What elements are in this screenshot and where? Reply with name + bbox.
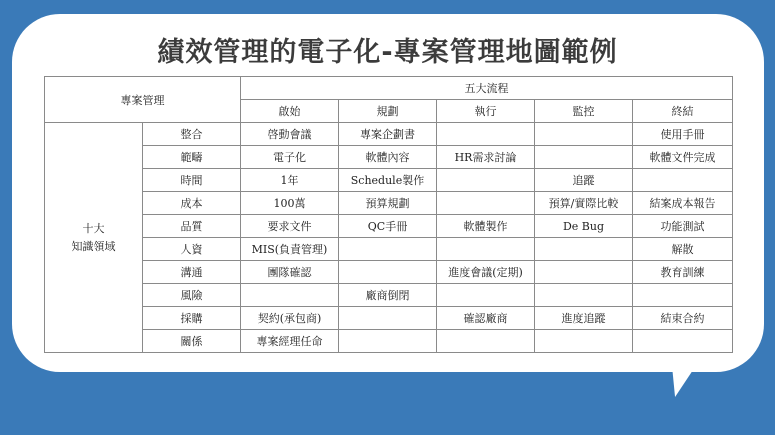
table-cell: 契約(承包商) bbox=[241, 307, 339, 330]
stage-header: 啟始 bbox=[241, 100, 339, 123]
table-cell: 預算規劃 bbox=[339, 192, 437, 215]
knowledge-area-cell: 風險 bbox=[143, 284, 241, 307]
table-cell bbox=[437, 330, 535, 353]
table-cell: HR需求討論 bbox=[437, 146, 535, 169]
table-cell: De Bug bbox=[535, 215, 633, 238]
stage-header: 終結 bbox=[633, 100, 733, 123]
table-cell bbox=[535, 330, 633, 353]
knowledge-areas-label-line2: 知識領域 bbox=[71, 239, 116, 253]
page-title: 績效管理的電子化-專案管理地圖範例 bbox=[157, 37, 618, 68]
knowledge-area-cell: 溝通 bbox=[143, 261, 241, 284]
table-cell: 電子化 bbox=[241, 146, 339, 169]
process-group-header: 五大流程 bbox=[241, 77, 733, 100]
stage-header: 監控 bbox=[535, 100, 633, 123]
project-management-map-table bbox=[44, 76, 733, 353]
table-cell: 預算/實際比較 bbox=[535, 192, 633, 215]
table-cell bbox=[437, 169, 535, 192]
table-cell bbox=[241, 284, 339, 307]
knowledge-area-cell: 整合 bbox=[143, 123, 241, 146]
knowledge-area-cell: 時間 bbox=[143, 169, 241, 192]
knowledge-area-cell: 採購 bbox=[143, 307, 241, 330]
table-cell bbox=[437, 284, 535, 307]
knowledge-areas-label-line1: 十大 bbox=[82, 221, 105, 235]
knowledge-areas-label bbox=[45, 123, 143, 353]
table-cell: 進度追蹤 bbox=[535, 307, 633, 330]
table-cell: 進度會議(定期) bbox=[437, 261, 535, 284]
table-cell: 團隊確認 bbox=[241, 261, 339, 284]
table-cell bbox=[339, 238, 437, 261]
speech-bubble-tail bbox=[665, 355, 703, 397]
table-cell bbox=[437, 192, 535, 215]
table-cell: QC手冊 bbox=[339, 215, 437, 238]
table-cell bbox=[437, 238, 535, 261]
table-cell bbox=[339, 261, 437, 284]
table-cell: 確認廠商 bbox=[437, 307, 535, 330]
table-cell bbox=[633, 330, 733, 353]
table-cell: 廠商倒閉 bbox=[339, 284, 437, 307]
table-cell bbox=[535, 261, 633, 284]
table-cell bbox=[339, 307, 437, 330]
table-cell bbox=[633, 169, 733, 192]
table-row bbox=[45, 330, 733, 353]
table-cell: 教育訓練 bbox=[633, 261, 733, 284]
knowledge-area-cell: 關係 bbox=[143, 330, 241, 353]
table-row bbox=[45, 307, 733, 330]
knowledge-area-cell: 人資 bbox=[143, 238, 241, 261]
table-cell bbox=[535, 123, 633, 146]
table-row bbox=[45, 261, 733, 284]
stage-header: 執行 bbox=[437, 100, 535, 123]
table-cell: 1年 bbox=[241, 169, 339, 192]
table-cell: 啓動會議 bbox=[241, 123, 339, 146]
table-cell: 結束合約 bbox=[633, 307, 733, 330]
table-row bbox=[45, 123, 733, 146]
table-row bbox=[45, 192, 733, 215]
table-cell: 使用手冊 bbox=[633, 123, 733, 146]
table-cell: 解散 bbox=[633, 238, 733, 261]
table-cell bbox=[339, 330, 437, 353]
table-cell: 功能測試 bbox=[633, 215, 733, 238]
knowledge-area-cell: 範疇 bbox=[143, 146, 241, 169]
table-row bbox=[45, 284, 733, 307]
table-cell: 軟體內容 bbox=[339, 146, 437, 169]
table-cell: 要求文件 bbox=[241, 215, 339, 238]
table-cell bbox=[437, 123, 535, 146]
stage-header: 規劃 bbox=[339, 100, 437, 123]
table-cell: 軟體文件完成 bbox=[633, 146, 733, 169]
table-cell: Schedule製作 bbox=[339, 169, 437, 192]
knowledge-area-cell: 成本 bbox=[143, 192, 241, 215]
table-cell bbox=[535, 146, 633, 169]
table-cell bbox=[633, 284, 733, 307]
table-row bbox=[45, 238, 733, 261]
table-row bbox=[45, 146, 733, 169]
table-cell: 結案成本報告 bbox=[633, 192, 733, 215]
knowledge-area-cell: 品質 bbox=[143, 215, 241, 238]
table-cell: 追蹤 bbox=[535, 169, 633, 192]
table-cell: 100萬 bbox=[241, 192, 339, 215]
table-cell: 專案經理任命 bbox=[241, 330, 339, 353]
table-cell: MIS(負責管理) bbox=[241, 238, 339, 261]
table-cell: 專案企劃書 bbox=[339, 123, 437, 146]
table-row bbox=[45, 215, 733, 238]
table-cell bbox=[535, 238, 633, 261]
table-cell bbox=[535, 284, 633, 307]
corner-header: 專案管理 bbox=[45, 77, 241, 123]
table-cell: 軟體製作 bbox=[437, 215, 535, 238]
table-row bbox=[45, 169, 733, 192]
